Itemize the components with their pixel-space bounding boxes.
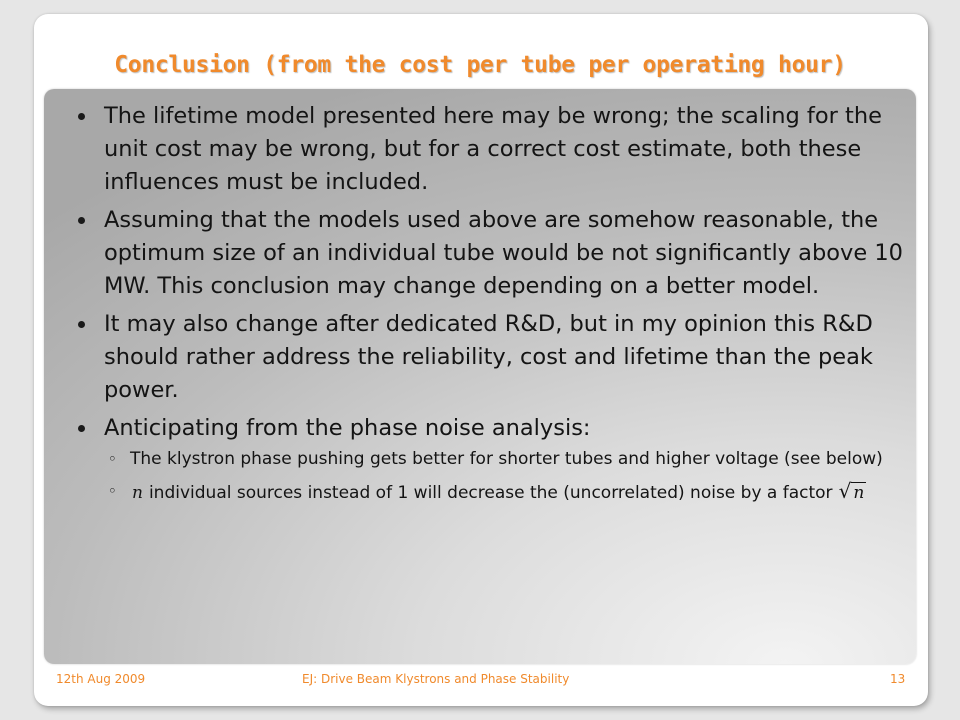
bullet-item xyxy=(78,100,908,199)
bullet-text: The lifetime model presented here may be wrong; the scaling for the unit cost may be wrong, but for a correct cost estimate, both these influences must be included. xyxy=(104,103,882,195)
footer-page-number: 13 xyxy=(890,672,906,686)
bullet-item xyxy=(78,204,908,303)
sqrt-variable-n: n xyxy=(853,483,865,503)
bullet-text: It may also change after dedicated R&D, but in my opinion this R&D should rather address the reliability, cost and lifetime than the peak power. xyxy=(104,311,873,403)
bullet-text: Anticipating from the phase noise analysis: xyxy=(104,415,591,441)
subbullet-item xyxy=(104,447,908,471)
circle-marker-icon: ◦ xyxy=(108,450,117,468)
slide-title: Conclusion (from the cost per tube per operating hour) xyxy=(114,52,846,78)
subbullet-list xyxy=(104,447,908,505)
bullet-text: Assuming that the models used above are somehow reasonable, the optimum size of an individual tube would be not significantly above 10 MW. This conclusion may change depending on a better model. xyxy=(104,207,903,299)
subbullet-text: The klystron phase pushing gets better for shorter tubes and higher voltage (see below) xyxy=(130,449,883,469)
bullet-dot-icon xyxy=(78,113,85,120)
bullet-item xyxy=(78,412,908,505)
bullet-dot-icon xyxy=(78,321,85,328)
bullet-dot-icon xyxy=(78,217,85,224)
circle-marker-icon: ◦ xyxy=(108,482,117,500)
footer-presentation-title: EJ: Drive Beam Klystrons and Phase Stability xyxy=(302,672,570,686)
bullet-list xyxy=(78,100,908,513)
sqrt-expression xyxy=(839,479,867,505)
subbullet-text: individual sources instead of 1 will decrease the (uncorrelated) noise by a factor xyxy=(148,483,833,503)
bullet-item xyxy=(78,308,908,407)
math-variable-n: n xyxy=(132,483,143,503)
subbullet-item xyxy=(104,479,908,505)
footer-date: 12th Aug 2009 xyxy=(56,672,146,686)
sqrt-symbol-icon: √ xyxy=(838,479,852,503)
bullet-dot-icon xyxy=(78,425,85,432)
